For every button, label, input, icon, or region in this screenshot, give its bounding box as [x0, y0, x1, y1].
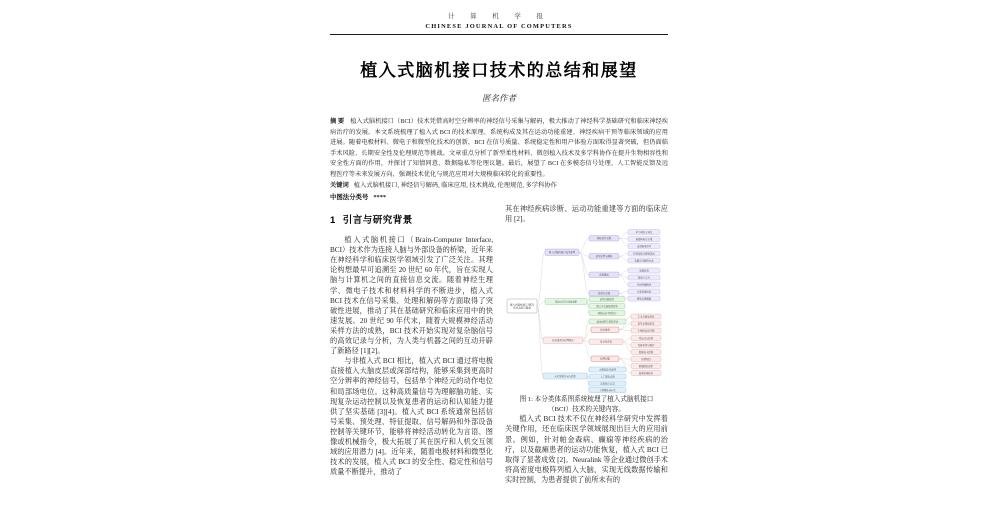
- keywords-text: 植入式脑机接口, 神经信号解码, 临床应用, 技术挑战, 伦理规范, 多学科协作: [353, 182, 557, 189]
- svg-text:大规模临床转化: 大规模临床转化: [599, 389, 616, 393]
- svg-text:植入式脑机接口 (BCI)技术总结与展望: 植入式脑机接口 (BCI)技术总结与展望: [509, 303, 535, 310]
- svg-text:生物相容性问题: 生物相容性问题: [637, 329, 655, 333]
- keywords-label: 关键词: [330, 182, 349, 189]
- diagram-node-l8: [628, 282, 660, 287]
- journal-name-en: CHINESE JOURNAL OF COMPUTERS: [425, 23, 573, 30]
- diagram-node-p1: [631, 314, 661, 319]
- figure-caption: 图 1: 本分类体系图系统梳理了植入式脑机接口（BCI）技术的关键内容。: [519, 396, 654, 413]
- svg-text:临床应用与功能重建: 临床应用与功能重建: [555, 300, 577, 304]
- paper-title: 植入式脑机接口技术的总结和展望: [360, 61, 638, 80]
- section1-number: 1: [330, 215, 336, 226]
- clc-value: ****: [373, 193, 387, 201]
- svg-text:语言与交流辅助恢复: 语言与交流辅助恢复: [596, 305, 618, 309]
- diagram-edge: [537, 306, 543, 340]
- diagram-node-g1: [589, 297, 625, 302]
- svg-text:植入式脑机接口技术原理: 植入式脑机接口技术原理: [548, 251, 576, 255]
- diagram-edge: [579, 252, 589, 293]
- keywords: [330, 181, 668, 192]
- diagram-node-l7: [628, 275, 660, 280]
- diagram-edge: [619, 256, 628, 260]
- header-rule: [330, 34, 668, 35]
- svg-text:信号处理与解码: 信号处理与解码: [595, 255, 613, 259]
- diagram-node-c2: [591, 327, 619, 333]
- svg-text:数据隐私保护: 数据隐私保护: [638, 365, 654, 369]
- diagram-node-l3: [628, 244, 660, 249]
- diagram-node-C: [543, 337, 583, 344]
- svg-text:技术挑战与伦理规范: 技术挑战与伦理规范: [552, 339, 574, 343]
- diagram-node-g3: [589, 311, 625, 316]
- diagram-edge: [537, 252, 545, 306]
- diagram-node-p8: [631, 364, 661, 369]
- diagram-node-a4: [589, 291, 619, 297]
- clc-label: 中图法分类号: [330, 193, 369, 201]
- paper-author: 匿名作者: [481, 93, 516, 103]
- diagram-edge: [619, 359, 631, 366]
- svg-text:神经信号采集: 神经信号采集: [596, 237, 612, 241]
- svg-text:多模态信号处理: 多模态信号处理: [599, 368, 616, 372]
- diagram-edge: [619, 232, 628, 238]
- diagram-node-c1: [589, 319, 626, 324]
- svg-text:特征提取与解码算法: 特征提取与解码算法: [633, 252, 655, 256]
- diagram-edge: [619, 271, 628, 275]
- svg-text:伦理问题: 伦理问题: [600, 357, 610, 361]
- diagram-edge: [619, 238, 628, 246]
- diagram-node-p2: [631, 321, 661, 326]
- section1-paragraph-1: 植入式脑机接口（Brain-Computer Interface, BCI）技术作为连接人脑与外部设备的桥梁，近年来在神经科学和临床医学领域引发了广泛关注。其理论构想最早可追溯至 20 世纪 60 年代，旨在实现人脑与计算机之间的直接信息交流。随着神经生理学、微电子技术和材料科学的不断进步，植入式 BCI 技术在信号采集、处理和解码等方面取得了突破性进展，推动了其在基础研究和临床应用中的快速发展。20 世纪 90 年代末，随着大规模神经活动采样方法的成熟，BCI 技术开始实现对复杂脑信号的高效记录与分析，为人类与机器之间的互动开辟了新路径 [1][2]。: [330, 236, 493, 356]
- diagram-node-l5: [628, 258, 660, 263]
- svg-text:感觉反馈通路: 感觉反馈通路: [636, 297, 652, 301]
- diagram-node-p3: [631, 328, 661, 333]
- svg-text:外部设备控制: 外部设备控制: [636, 290, 652, 294]
- diagram-node-p7: [631, 357, 661, 362]
- paper-front-matter: [330, 0, 668, 203]
- diagram-node-l4: [628, 251, 660, 256]
- svg-text:局部场电位采集: 局部场电位采集: [635, 238, 653, 242]
- diagram-edge: [619, 254, 628, 257]
- diagram-node-l10: [628, 296, 660, 301]
- column-left: [330, 216, 493, 477]
- diagram-edge: [583, 340, 589, 342]
- diagram-edge: [579, 238, 589, 252]
- svg-text:人工智能反馈: 人工智能反馈: [600, 375, 615, 379]
- diagram-node-p9: [631, 371, 661, 376]
- diagram-node-e1: [589, 367, 626, 372]
- svg-text:单个神经元电位: 单个神经元电位: [635, 231, 653, 235]
- svg-text:电极阵列: 电极阵列: [639, 269, 649, 273]
- diagram-node-root: [507, 299, 537, 313]
- svg-text:皮层脑电信号: 皮层脑电信号: [636, 245, 652, 249]
- svg-text:监管标准缺位: 监管标准缺位: [638, 372, 654, 376]
- diagram-node-l1: [628, 230, 660, 235]
- svg-text:技术挑战: 技术挑战: [600, 328, 610, 332]
- diagram-node-l2: [628, 237, 660, 242]
- section1-paragraph-2: 与非植入式 BCI 相比，植入式 BCI 通过将电极直接植入大脑皮层或深部结构，能够采集到更高时空分辨率的神经信号，包括单个神经元的动作电位和局部场电位。这种高质量信号为理解脑功能、实现复杂运动控制以及恢复患者的运动和认知能力提供了坚实基础 [3][4]。植入式 BCI 系统通常包括信号采集、预处理、特征提取、信号解码和外部设备控制等关键环节，能够将神经活动转化为言语、图像或机械指令，极大拓展了其在医疗和人机交互领域的应用潜力 [4]。近年来，随着电极材料和微型化技术的发展，植入式 BCI 的安全性、稳定性和信号质量不断提升，推动了: [330, 357, 493, 477]
- diagram-node-l6: [628, 268, 660, 273]
- svg-text:远程医疗应用: 远程医疗应用: [600, 382, 615, 386]
- section1-paragraph-2-continued: 其在神经疾病诊断、运动功能重建等方面的临床应用 [2]。: [505, 205, 668, 224]
- journal-name-cn: 计 算 机 学 报: [448, 13, 550, 20]
- diagram-node-c4: [591, 356, 619, 362]
- svg-text:无线传输模块: 无线传输模块: [636, 283, 652, 287]
- diagram-node-A: [545, 249, 579, 256]
- figure-1: [505, 227, 668, 414]
- diagram-edge: [623, 338, 631, 342]
- abstract-label: 摘 要: [330, 118, 345, 125]
- diagram-edge: [619, 292, 628, 294]
- section1-heading: [330, 216, 493, 226]
- svg-text:神经疾病干预治疗: 神经疾病干预治疗: [597, 312, 617, 316]
- diagram-node-D: [543, 373, 587, 379]
- diagram-node-p4: [631, 336, 661, 341]
- svg-text:系统组成: 系统组成: [599, 273, 609, 277]
- diagram-edge: [619, 330, 631, 331]
- svg-text:未来发展方向与趋势: 未来发展方向与趋势: [554, 375, 576, 379]
- diagram-node-a1: [589, 236, 619, 242]
- diagram-node-l9: [628, 289, 660, 294]
- svg-text:信号长期稳定性: 信号长期稳定性: [637, 322, 655, 326]
- diagram-node-c3: [589, 339, 623, 345]
- svg-text:设备寿命与维护: 设备寿命与维护: [637, 344, 655, 348]
- section1-paragraph-3: 植入式 BCI 技术不仅在神经科学研究中发挥着关键作用，还在临床医学领域展现出巨大的应用前景。例如，针对帕金森病、癫痫等神经疾病的治疗，以及截瘫患者的运动功能恢复，植入式 BCI 已取得了显著成效 [2]。Neuralink 等企业通过微创手术将高密度电极阵列植入大脑，实现无线数据传输和实时控制，为患者提供了前所未有的: [505, 415, 668, 484]
- diagram-node-a2: [589, 254, 619, 260]
- abstract-text: 植入式脑机接口（BCI）技术凭借高时空分辨率的神经信号采集与解码，极大推动了神经科学基础研究和临床神经疾病治疗的发展。本文系统梳理了植入式 BCI 的技术原理、系统构成及其在运动功能重建、神经疾病干预等临床领域的应用进展。随着电极材料、微电子和微型化技术的创新，BCI 在信号质量、系统稳定性和用户体验方面取得显著突破，但仍面临手术风险、长期安全性及伦理规范等挑战。文章重点分析了新型柔性材料、微创植入技术及多学科协作在提升生物相容性和安全性方面的作用，并探讨了知情同意、数据隐私等伦理议题。最后，展望了 BCI 在多模态信号处理、人工智能反馈及远程医疗等未来发展方向，强调技术优化与规范应用对大规模临床转化的重要性。: [330, 118, 668, 178]
- diagram-edge: [619, 324, 631, 330]
- svg-text:手术与感染风险: 手术与感染风险: [637, 315, 655, 319]
- diagram-node-B: [545, 299, 587, 305]
- diagram-edge: [537, 306, 543, 376]
- diagram-node-a3: [589, 272, 619, 278]
- figure-diagram: [505, 227, 668, 393]
- svg-text:数据安全保障: 数据安全保障: [638, 351, 654, 355]
- diagram-edge: [587, 370, 589, 377]
- diagram-node-p5: [631, 343, 661, 348]
- svg-text:微电子芯片: 微电子芯片: [638, 276, 650, 280]
- diagram-node-p6: [631, 350, 661, 355]
- diagram-node-e2: [589, 374, 626, 379]
- clc-line: [330, 193, 668, 204]
- svg-text:控制与反馈: 控制与反馈: [598, 292, 610, 296]
- diagram-node-e4: [589, 388, 626, 393]
- diagram-node-e3: [589, 381, 626, 386]
- svg-text:运动功能恢复: 运动功能恢复: [599, 298, 615, 302]
- abstract: [330, 117, 668, 180]
- svg-text:临床试验与风险评估: 临床试验与风险评估: [596, 320, 619, 324]
- diagram-node-g2: [589, 304, 625, 309]
- column-right: [505, 204, 668, 485]
- svg-text:机器学习解码方法: 机器学习解码方法: [634, 259, 654, 263]
- svg-text:免疫反应控制: 免疫反应控制: [638, 337, 654, 341]
- section1-title: 引言与研究背景: [342, 215, 413, 226]
- svg-text:知情同意: 知情同意: [641, 358, 651, 362]
- diagram-edge: [587, 299, 589, 302]
- svg-text:安全性评估: 安全性评估: [600, 340, 612, 344]
